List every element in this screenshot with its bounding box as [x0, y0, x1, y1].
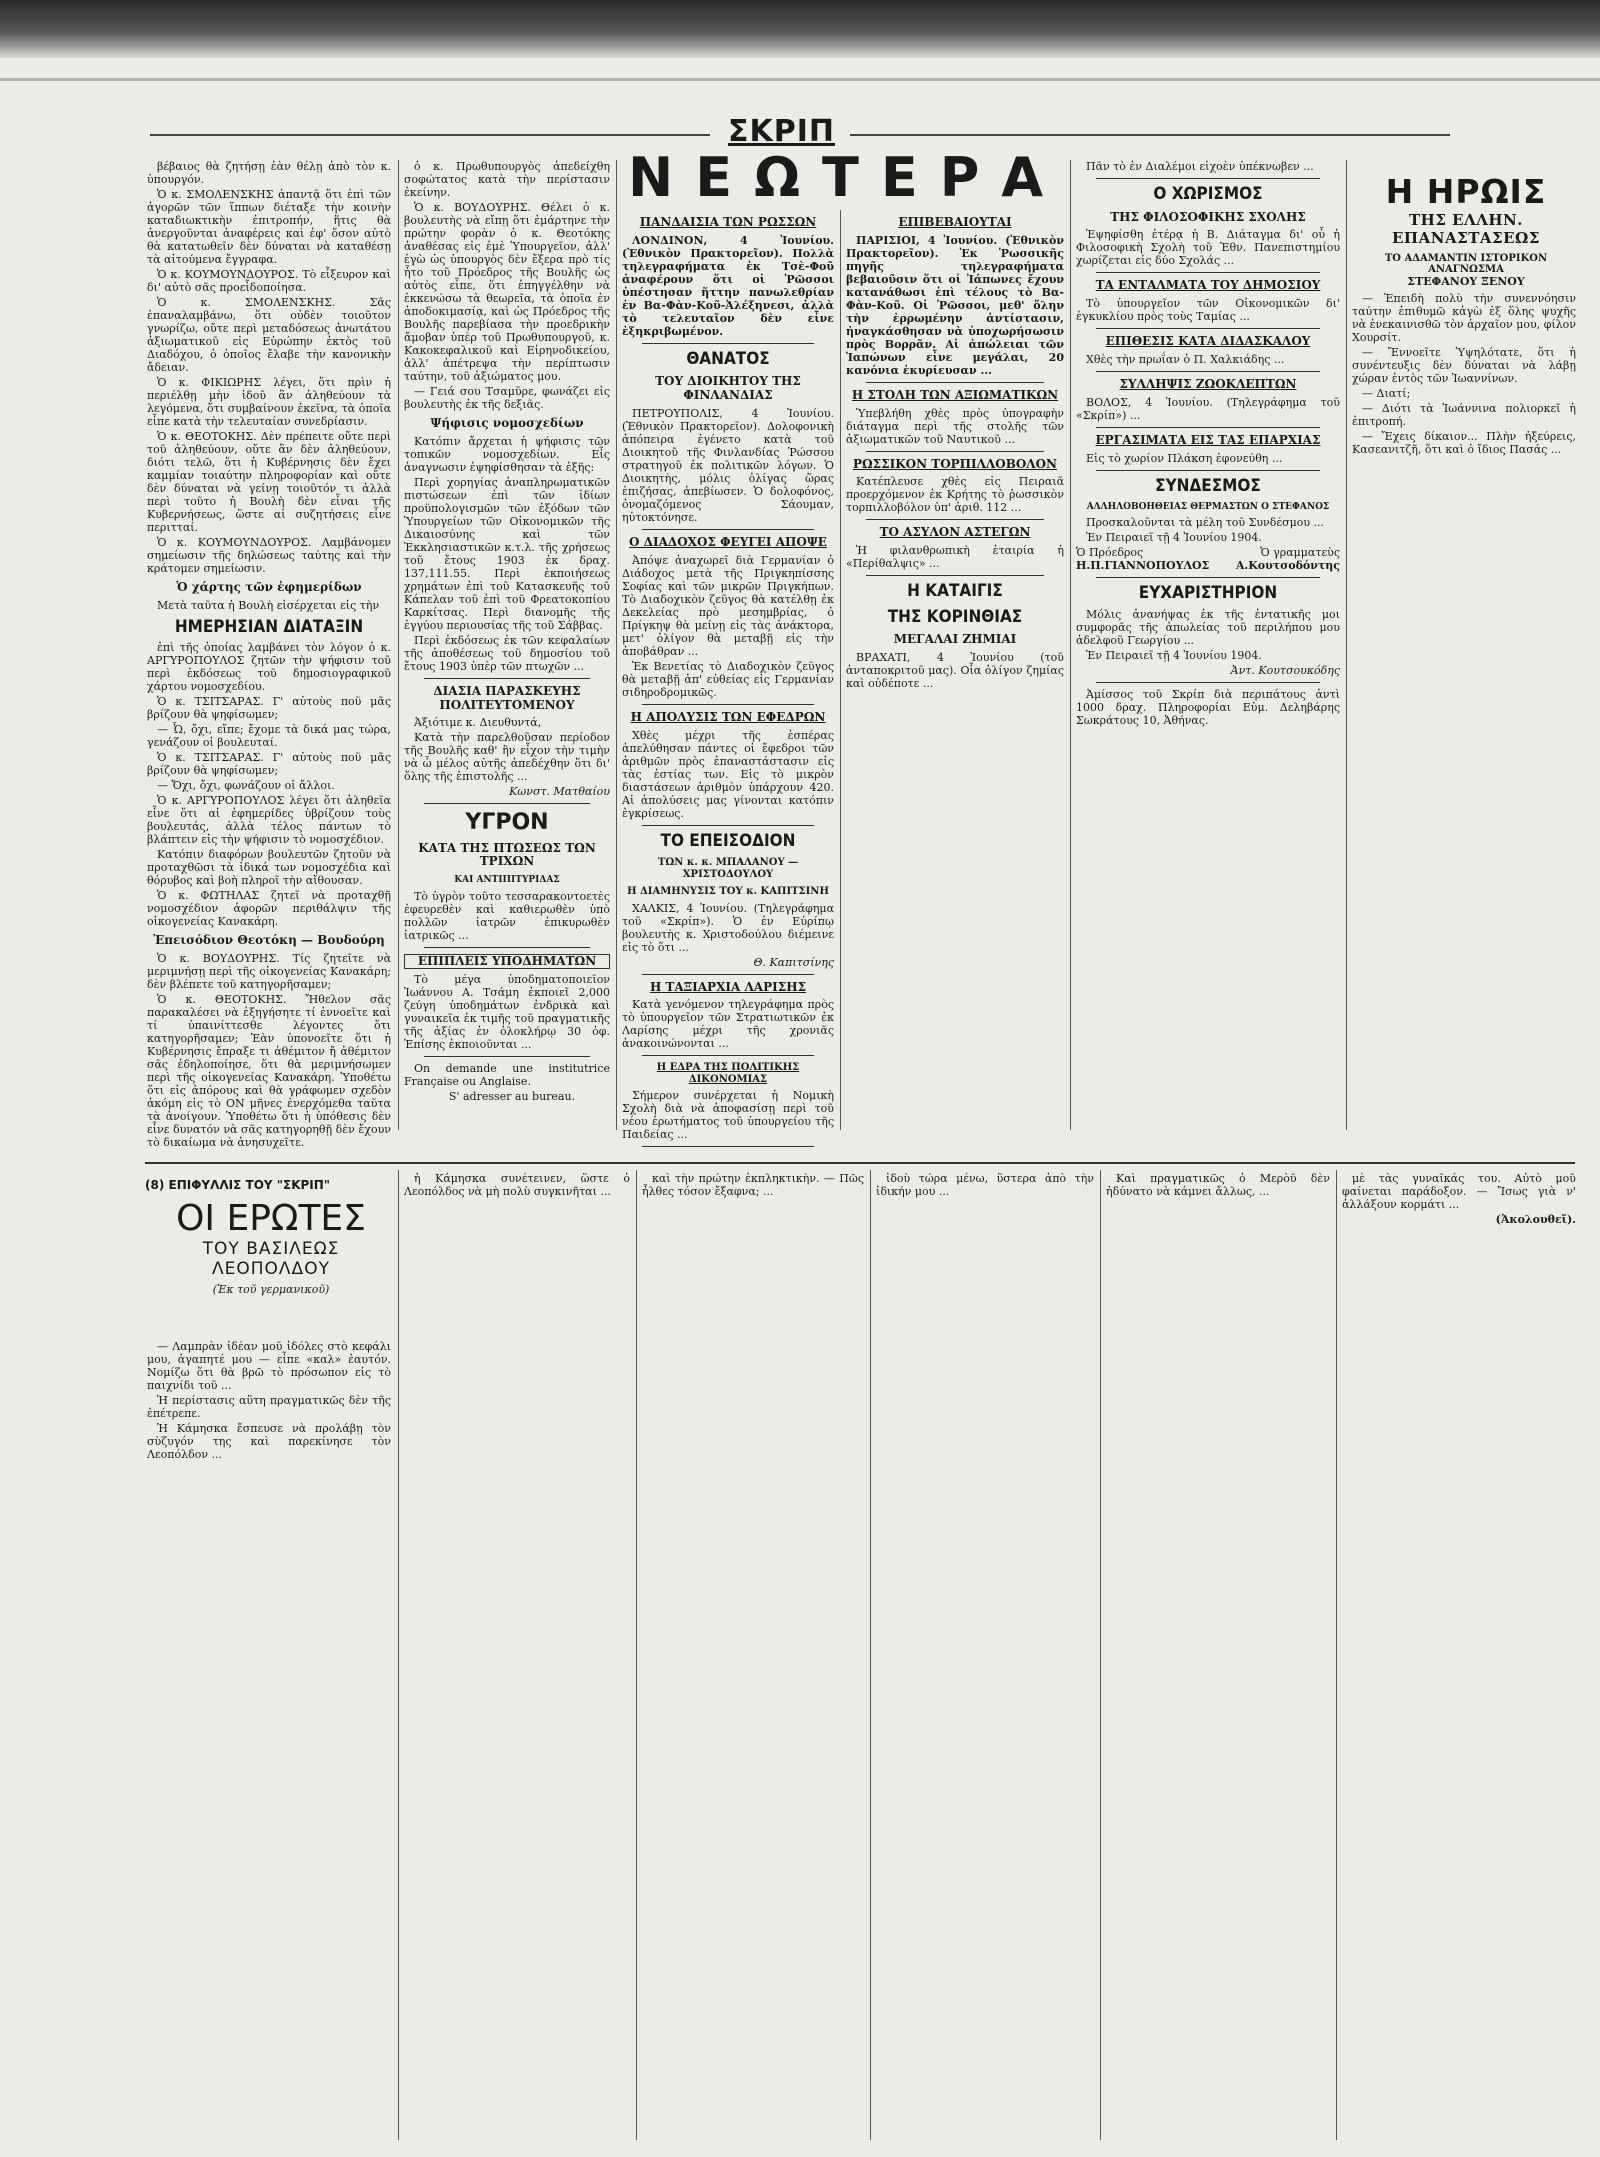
divider	[642, 825, 814, 826]
article-column-4	[846, 210, 1064, 1150]
paragraph: Καὶ πραγματικῶς ὁ Μερὸῦ δὲν ἠδύνατο νὰ κάμνει ἄλλως, ...	[1106, 1172, 1330, 1198]
news-heading: ΤΑ ΕΝΤΑΛΜΑΤΑ ΤΟΥ ΔΗΜΟΣΙΟΥ	[1095, 278, 1321, 293]
column-rule	[636, 1170, 637, 2140]
ad-subheading: ΚΑΤΑ ΤΗΣ ΠΤΩΣΕΩΣ ΤΩΝ ΤΡΙΧΩΝ	[418, 840, 596, 869]
subheading: Ψήφισις νομοσχεδίων	[430, 416, 584, 430]
divider	[1096, 178, 1320, 179]
feuilleton-column-6	[1342, 1172, 1576, 2140]
feuilleton-rule	[145, 1162, 1575, 1164]
news-subheading: Η ΔΙΑΜΗΝΥΣΙΣ ΤΟΥ κ. ΚΑΠΙΤΣΙΝΗ	[627, 886, 829, 898]
news-heading: Η ΣΤΟΛΗ ΤΩΝ ΑΞΙΩΜΑΤΙΚΩΝ	[851, 387, 1059, 402]
news-heading: ΣΥΛΛΗΨΙΣ ΖΩΟΚΛΕΠΤΩΝ	[1119, 376, 1297, 391]
divider	[866, 575, 1044, 576]
article-column-5	[1076, 160, 1340, 1150]
paragraph: Προσκαλοῦνται τὰ μέλη τοῦ Συνδέσμου ...	[1086, 516, 1325, 530]
running-head-rule-left	[150, 134, 710, 136]
paragraph: Περὶ ἐκδόσεως ἐκ τῶν κεφαλαίων τῆς ἀποθέσεως τοῦ δημοσίου τοῦ ἔτους 1903 ὑπὲρ τῶν πτωχῶν ...	[404, 633, 610, 673]
news-subheading: ΤΩΝ κ. κ. ΜΠΑΛΑΝΟΥ — ΧΡΙΣΤΟΔΟΥΛΟΥ	[657, 857, 799, 880]
divider	[642, 704, 814, 705]
column-rule	[1346, 160, 1347, 1130]
notice-subheading: ΑΛΛΗΛΟΒΟΗΘΕΙΑΣ ΘΕΡΜΑΣΤΩΝ Ο ΣΤΕΦΑΝΟΣ	[1086, 502, 1330, 513]
paragraph: Ἡ περίστασις αὕτη πραγματικῶς δὲν τῆς ἐπέτρεπε.	[147, 1394, 391, 1420]
news-heading: ΕΠΙΘΕΣΙΣ ΚΑΤΑ ΔΙΔΑΣΚΑΛΟΥ	[1105, 334, 1311, 349]
divider	[866, 451, 1044, 452]
paragraph: Κατὰ γενόμενον τηλεγράφημα πρὸς τὸ ὑπουργεῖον τῶν Στρατιωτικῶν ἐκ Λαρίσης μέχρι τῆς χρονιᾶς ἀνακοινώνονται ...	[622, 998, 834, 1051]
divider	[642, 343, 814, 344]
paragraph: Ἐψηφίσθη ἐτέρᾳ ἡ Β. Διάταγμα δι' οὗ ἡ Φιλοσοφικὴ Σχολὴ τοῦ Ἐθν. Πανεπιστημίου χωρίζεται εἰς δύο Σχολάς ...	[1076, 228, 1340, 268]
paragraph: Ὑπεβλήθη χθὲς πρὸς ὑπογραφὴν διάταγμα περὶ τῆς στολῆς τῶν ἀξιωματικῶν τοῦ Ναυτικοῦ ...	[846, 406, 1064, 446]
notice-heading: ΕΥΧΑΡΙΣΤΗΡΙΟΝ	[1138, 583, 1278, 604]
serial-kicker: ΤΟ ΑΔΑΜΑΝΤΙΝ ΙΣΤΟΡΙΚΟΝ ΑΝΑΓΝΩΣΜΑ	[1384, 253, 1548, 275]
paragraph: — Ἔχεις δίκαιον... Πλὴν ἠξεύρεις, Κασεανιτζῆ, ὅτι καὶ ὁ ἴδιος Πασάς ...	[1352, 430, 1576, 456]
news-heading: ΕΡΓΑΣΙΜΑΤΑ ΕΙΣ ΤΑΣ ΕΠΑΡΧΙΑΣ	[1095, 432, 1321, 447]
subheading: Ἐπεισόδιον Θεοτόκη — Βουδούρη	[153, 933, 385, 948]
news-heading: ΤΟ ΕΠΕΙΣΟΔΙΟΝ	[660, 830, 796, 851]
news-heading: ΡΩΣΣΙΚΟΝ ΤΟΡΠΙΛΛΟΒΟΛΟΝ	[852, 456, 1058, 471]
paragraph: Ὁ κ. ΘΕΟΤΟΚΗΣ. Δὲν πρέπειτε οὔτε περὶ τοῦ ἀληθεύουν, οὔτε ἂν δὲν ἀληθεύουν, διότι τελῶ, ὅτι ἡ Κυβέρνησις δὲν ἔχει καμμίαν τοιαύτην πληροφορίαν καὶ οὔτε δὲν δύναται νὰ γείνῃ τοιοῦτόν τι ἀλλὰ περὶ τοῦτο ἡ Βουλὴ δὲν εἶναι τῆς Κυβερνήσεως, ὥστε αἱ συζητήσεις εἶνε περιτταί.	[147, 430, 391, 534]
paragraph: Ἐκ Βενετίας τὸ Διαδοχικὸν ζεῦγος θὰ μεταβῇ ἀπ' εὐθείας εἰς Γερμανίαν σιδηροδρομικῶς.	[622, 659, 834, 699]
serial-header	[1350, 172, 1582, 288]
paragraph: Ὁ κ. ΒΟΥΔΟΥΡΗΣ. Θέλει ὁ κ. βουλευτὴς νὰ εἴπῃ ὅτι ἐμάρτηνε τὴν πρώτην φορὰν ὁ κ. Θεοτόκης ἀναθέσας εἰς ἐμὲ Ὑπουργεῖον, ἀλλ' ἐγὼ ὡς ὑπουργὸς δὲν ἔξερα πρὸ τίς ἦτο τοῦ Πρόεδρος τῆς Βουλῆς ὡς αὐτὸς εἶπε, ὅτι ἐπηγγέλθην νὰ ἐκκενώσω τὰ θεωρεῖα, τὰ ὁποῖα ἐν ἀποδοκιμασίᾳ, καὶ ὡς Πρόεδρος τῆς Βουλῆς παρεβίασα τὴν προεδρικὴν ἄμοβαν ὑπὲρ τοῦ Πρωθυπουργοῦ, κ. Κακοκεφαλικοῦ καὶ Εἰρηνοδικείου, ἀλλ' ἀπέτρεψα τὴν περίπτωσιν ταύτην, τοῦ ἀξιώματος μου.	[404, 201, 610, 383]
feuilleton-column-2	[404, 1172, 630, 2140]
paragraph: Ὁ κ. ΤΣΙΤΣΑΡΑΣ. Γ' αὐτοὺς ποῦ μᾶς βρίζουν θὰ ψηφίσωμεν;	[147, 695, 391, 722]
news-subheading: ΤΗΣ ΚΟΡΙΝΘΙΑΣ	[887, 606, 1023, 627]
divider	[424, 1056, 590, 1057]
divider	[866, 519, 1044, 520]
news-subheading: ΤΟΥ ΔΙΟΙΚΗΤΟΥ ΤΗΣ ΦΙΝΛΑΝΔΙΑΣ	[655, 374, 801, 403]
paragraph: — Ὄχι, ὄχι, φωνάζουν οἱ ἄλλοι.	[157, 779, 335, 793]
paragraph: Μόλις ἀνανήψας ἐκ τῆς ἐντατικῆς μοι συμφορᾶς τῆς ἀπωλείας τοῦ περιλήπου μου ἀδελφοῦ Γεωργίου ...	[1076, 607, 1340, 647]
ad-subheading: ΚΑΙ ΑΝΤΙΠΙΤΥΡΙΔΑΣ	[454, 875, 560, 886]
paragraph: Κατέπλευσε χθὲς εἰς Πειραιᾶ προερχόμενον ἐκ Κρήτης τὸ ῥωσσικὸν τορπιλλοβόλον ὑπ' ἀριθ. 112 ...	[846, 475, 1064, 515]
divider	[424, 678, 590, 679]
signature-title: Ὁ Πρόεδρος	[1076, 546, 1144, 560]
paragraph: Τὸ ὑγρὸν τοῦτο τεσσαρακοντοετὲς ἐφευρεθὲν καὶ καθιερωθὲν ὑπὸ πολλῶν ἰατρῶν ἐπικυρωθὲν ἰατρικῶς ...	[404, 889, 610, 942]
signature: Θ. Καπιτσίνης	[753, 955, 834, 969]
signature-title: Ὁ γραμματεὺς	[1260, 546, 1340, 560]
feuilleton-header	[145, 1178, 397, 1296]
paragraph: — Ἔννοεῖτε Ὑψηλότατε, ὅτι ἡ συνέντευξις δὲν δύναται νὰ λάβῃ χώραν ἐντὸς τῶν Ἰωαννίνων.	[1352, 346, 1576, 385]
news-subheading: ΤΗΣ ΦΙΛΟΣΟΦΙΚΗΣ ΣΧΟΛΗΣ	[1110, 209, 1306, 224]
paragraph: Ἀξιότιμε κ. Διευθυντά,	[414, 716, 542, 730]
feuilleton-title: ΟΙ ΕΡΩΤΕΣ	[176, 1198, 366, 1239]
paragraph: Εἰς τὸ χωρίον Πλάκση ἐφονεύθη ...	[1086, 451, 1283, 465]
divider	[1096, 272, 1320, 273]
news-subheading: ΜΕΓΑΛΑΙ ΖΗΜΙΑΙ	[893, 632, 1017, 647]
masthead-name: ΣΚΡΙΠ	[728, 114, 835, 149]
divider	[642, 1055, 814, 1056]
subheading: Ὁ χάρτης τῶν ἐφημερίδων	[176, 580, 362, 594]
article-column-6	[1352, 292, 1576, 1150]
paragraph: — Ἐπειδὴ πολὺ τὴν συνεννόησιν ταύτην ἐπιθυμῶ κἀγὼ ἐξ ὅλης ψυχῆς νὰ ἐνεκαινισθῶ τὸν ἀρχαῖον μου, φίλον Χουρσίτ.	[1352, 292, 1576, 344]
feuilleton-label: (8) ΕΠΙΦΥΛΛΙΣ ΤΟΥ "ΣΚΡΙΠ"	[145, 1178, 331, 1192]
feuilleton-column-4	[876, 1172, 1094, 2140]
paragraph: Ὁ κ. ΦΙΚΙΩΡΗΣ λέγει, ὅτι πρὶν ἡ περιέλθῃ μὴν ἰδοῦ ἂν ἀληθεύουν τὰ λεγόμενα, ὅτι συμβαίνουν ἐκεῖνα, τὰ ὁποῖα εἶπε κατὰ τὴν τελευταίαν συνεδρίασιν.	[147, 376, 391, 428]
divider	[1096, 427, 1320, 428]
column-rule	[616, 160, 617, 1130]
scan-line	[0, 78, 1600, 81]
paragraph: Ὁ κ. ΤΣΙΤΣΑΡΑΣ. Γ' αὐτοὺς ποῦ μᾶς βρίζουν θὰ ψηφίσωμεν;	[147, 751, 391, 778]
paragraph: Ὁ κ. ΣΜΟΛΕΝΣΚΗΣ. Σᾶς ἐπαναλαμβάνω, ὅτι οὐδὲν τοιοῦτον γνωρίζω, οὔτε περὶ μεταδόσεως ἀνωτάτου ἀξιωματικοῦ εἰς Εὐρώπην ἐκτὸς τοῦ Διαδόχου, ὁ ὁποῖος ἔλαβε τὴν κανονικὴν ἄδειαν.	[147, 296, 391, 374]
column-rule	[870, 1170, 871, 2140]
paragraph: ὁ κ. Πρωθυπουργὸς ἀπεδείχθη σοφώτατος κατὰ τὴν περίστασιν ἐκείνην.	[404, 160, 610, 199]
column-rule	[1336, 1170, 1337, 2140]
divider	[1096, 682, 1320, 683]
divider	[1096, 371, 1320, 372]
paragraph: ΧΑΛΚΙΣ, 4 Ἰουνίου. (Τηλεγράφημα τοῦ «Σκρίπ»). Ὁ ἐν Εὐρίπῳ βουλευτὴς κ. Χριστοδούλου διέμεινε εἰς τὸ ὅτι ...	[622, 901, 834, 954]
paragraph: Κατὰ τὴν παρελθοῦσαν περίοδον τῆς Βουλῆς καθ' ἣν εἶχον τὴν τιμὴν νὰ ὦ μέλος αὐτῆς ἀπεδέχθην ὅτι δι' ὅλης τῆς ἐπιστολῆς ...	[404, 731, 610, 784]
paragraph: Χθὲς τὴν πρωΐαν ὁ Π. Χαλκιάδης ...	[1086, 352, 1285, 366]
article-column-1	[147, 160, 391, 1150]
ad-heading: ΥΓΡΟΝ	[465, 810, 549, 836]
signature: Κωνστ. Ματθαίου	[509, 785, 610, 799]
date-line: Ἐν Πειραιεῖ τῇ 4 Ἰουνίου 1904.	[1086, 531, 1262, 545]
paragraph: — Διότι τὰ Ἰωάννινα πολιορκεῖ ἡ ἐπιτροπή.	[1352, 402, 1576, 428]
divider	[642, 1146, 814, 1147]
signature-name: Α.Κουτσοδόντης	[1235, 559, 1340, 573]
divider	[1096, 328, 1320, 329]
paragraph: ΠΕΤΡΟΥΠΟΛΙΣ, 4 Ἰουνίου. (Ἐθνικὸν Πρακτορεῖον). Δολοφονικὴ ἀπόπειρα ἐγένετο κατὰ τοῦ Διοικητοῦ τῆς Φινλανδίας Ῥώσσου στρατηγοῦ ἐκ πολιτικῶν λόγων. Ὁ Διοικητὴς, μόλις ὀλίγας ὥρας ἐπιζήσας, ἀπεβίωσεν. Ὁ δολοφόνος, ὀνομαζόμενος Σάουμαν, ηὐτοκτόνησε.	[622, 406, 834, 524]
paragraph: Ὁ κ. ΘΕΟΤΟΚΗΣ. Ἤθελον σᾶς παρακαλέσει νὰ ἐξηγήσητε τί ἐννοεῖτε καὶ τί ὑπαινίττεσθε λέγοντες ὅτι κατηγορῆσαμεν; Ἐὰν ὑπονοεῖτε ὅτι ἡ Κυβέρνησις ἔπραξε τι ἀθέμιτον ἤ ἀθέμιτον σᾶς ἐδηλοποίησε, ὅτι θὰ μεριμνήσωμεν περὶ τῆς οἰκογενείας Κανακάρη. Ὑποθέτω ὅτι εἰς ἀπόρους καὶ θὰ γράφωμεν σχεδὸν ἀκόμη εἰς τὸ ΟΝ μῆνες ἐνερχόμεθα ταῦτα τὰ ἀνοίγουν. Ὑποθέτω ὅτι ἡ ὑπόθεσις δὲν εἶνε δυνατόν νὰ σᾶς κατηγορηθῇ δὲν ἔχουν τὸ δικαίωμα νὰ ἀνησυχεῖτε.	[147, 993, 391, 1150]
paragraph: Πᾶν τὸ ἐν Διαλέμοι εἰχοὲν ὑπέκνωβεν ...	[1086, 160, 1314, 173]
divider	[424, 803, 590, 804]
paragraph: Σήμερον συνέρχεται ἡ Νομικὴ Σχολὴ διὰ νὰ ἀποφασίσῃ περὶ τοῦ νέου ἐρωτήματος τοῦ ὑπουργείου τῆς Παιδείας ...	[622, 1089, 834, 1142]
ad-heading: ΕΠΙΠΛΕΙΣ ΥΠΟΔΗΜΑΤΩΝ	[404, 954, 610, 970]
top-band	[0, 0, 1600, 58]
paragraph: — Γειά σου Τσαμῦρε, φωνάζει εἰς βουλευτὴς ἐκ τῆς δεξιᾶς.	[404, 385, 610, 411]
date-line: Ἐν Πειραιεῖ τῇ 4 Ἰουνίου 1904.	[1086, 648, 1262, 662]
news-heading: Ο ΔΙΑΔΟΧΟΣ ΦΕΥΓΕΙ ΑΠΟΨΕ	[629, 534, 827, 549]
paragraph: Περὶ χορηγίας ἀναπληρωματικῶν πιστώσεων ἐπὶ τῶν ἰδίων προϋπολογισμῶν τῶν ἐξόδων τῶν Ὑπουργείων τῶν Οἰκονομικῶν τῆς Δικαιοσύνης καὶ τῶν Ἐκκλησιαστικῶν κ.τ.λ. τῆς χρήσεως τοῦ ἔτους 1903 ἐκ δραχ. 137,111.55. Περὶ ἐκποιήσεως χρημάτων ἐπὶ τοῦ Κατασκευῆς τοῦ Κάπελαν τοῦ ἐπὶ τοῦ Φρεατοκοπίου Καρκίτσας. Περὶ διανομῆς τῆς ἐγγύου περιουσίας τῆς τοῦ Σάββας.	[404, 475, 610, 632]
news-heading: Η ΕΔΡΑ ΤΗΣ ΠΟΛΙΤΙΚΗΣ ΔΙΚΟΝΟΜΙΑΣ	[656, 1062, 800, 1085]
paragraph: Ὁ κ. ΚΟΥΜΟΥΝΔΟΥΡΟΣ. Τὸ εἶξευρον καὶ δι' αὐτὸ σᾶς προεἶδοποίησα.	[147, 268, 391, 294]
divider	[1096, 470, 1320, 471]
feuilleton-subtitle: ΤΟΥ ΒΑΣΙΛΕΩΣ ΛΕΟΠΟΛΔΟΥ	[202, 1239, 340, 1279]
column-rule	[1070, 160, 1071, 1130]
divider	[642, 974, 814, 975]
paragraph: Ἡ φιλανθρωπικὴ ἑταιρία ἡ «Περίθαλψις» ...	[846, 544, 1064, 571]
feuilleton-source: (Ἐκ τοῦ γερμανικοῦ)	[212, 1283, 330, 1296]
divider	[642, 529, 814, 530]
feuilleton-column-3	[642, 1172, 864, 2140]
column-rule	[1100, 1170, 1101, 2140]
paragraph: Τὸ μέγα ὑποδηματοποιεῖον Ἰωάννου Α. Τσάμη ἐκποιεῖ 2,000 ζεύγη ὑποδημάτων ἐνδρικὰ καὶ γυναικεῖα ἐκ τιμῆς τοῦ πραγματικῆς τῆς ἀξίας ἐν ὁλοκλήρῳ 30 ὀφ. Ἐπίσης ἐκποιοῦνται ...	[404, 973, 610, 1052]
news-heading: Η ΑΠΟΛΥΣΙΣ ΤΩΝ ΕΦΕΔΡΩΝ	[630, 709, 826, 724]
paragraph: Χθὲς μέχρι τῆς ἑσπέρας ἀπελύθησαν πάντες οἱ ἔφεδροι τῶν ἀριθμῶν πρὸς ἐπαναστάστασιν εἰς τὰς ἑστίας των. Εἰς τὸ μικρὸν διαστάσεων ἀριθμὸν ὑπάρχουν 420. Αἱ ἀπολύσεις μας γίνονται κατόπιν ἐγκρίσεως.	[622, 728, 834, 820]
paragraph: Μετὰ ταῦτα ἡ Βουλὴ εἰσέρχεται εἰς τὴν	[157, 598, 380, 612]
signature-name: Η.Π.ΓΙΑΝΝΟΠΟΥΛΟΣ	[1076, 559, 1210, 573]
signature: Ἀντ. Κουτσουκόδης	[1230, 663, 1340, 677]
column-rule	[398, 1170, 399, 2140]
paragraph: Ὁ κ. ΚΟΥΜΟΥΝΔΟΥΡΟΣ. Λαμβάνομεν σημείωσιν τῆς δηλώσεως ταύτης καὶ τὴν κράτομεν σημείωσιν.	[147, 536, 391, 575]
paragraph: Ἀπόψε ἀναχωρεῖ διὰ Γερμανίαν ὁ Διάδοχος μετὰ τῆς Πριγκηπίσσης Σοφίας καὶ τῶν μικρῶν Πριγκήπων. Τὸ Διαδοχικὸν ζεῦγος θὰ κατέλθῃ ἐκ Δεκελείας πρὸ μεσημβρίας, ὁ Πρίγκηψ θὰ μείνῃ εἰς τὰς ἀνάκτορα, μετ' ὀλίγον θὰ μεταβῇ εἰς τὴν ἀποβάθραν ...	[622, 553, 834, 658]
paragraph: — Διατί;	[1362, 387, 1411, 400]
paragraph: ΛΟΝΔΙΝΟΝ, 4 Ἰουνίου. (Ἐθνικὸν Πρακτορεῖον). Πολλὰ τηλεγραφήματα ἐκ Τσὲ-Φοῦ ἀναφέρουν ὅτι οἱ Ῥῶσσοι ὑπέστησαν ἥττην πανωλεθρίαν ἐν Βα-Φὰν-Κοῦ-Ἀλέξηνεσι, ἀλλὰ τὸ τελευταῖον δὲν εἶνε ἐξηκριβωμένον.	[622, 233, 834, 338]
divider	[1096, 577, 1320, 578]
column-rule	[840, 210, 841, 1130]
signature-row	[1076, 546, 1340, 559]
notice-heading: ΣΥΝΔΕΣΜΟΣ	[1155, 475, 1261, 496]
paragraph: ἐπὶ τῆς ὁποίας λαμβάνει τὸν λόγον ὁ κ. ΑΡΓΥΡΟΠΟΥΛΟΣ ζητῶν τὴν ψήφισιν τοῦ περὶ ἐκδόσεως τοῦ δημοσιογραφικοῦ χάρτου νομοσχεδίου.	[147, 641, 391, 694]
article-column-3	[622, 210, 834, 1150]
article-column-2	[404, 160, 610, 1150]
news-heading: ΕΠΙΒΕΒΑΙΟΥΤΑΙ	[898, 215, 1012, 229]
paragraph: βέβαιος θὰ ζητήσῃ ἐὰν θέλῃ ἀπὸ τὸν κ. ὑπουργόν.	[147, 160, 391, 186]
feuilleton-column-1	[147, 1340, 391, 2140]
section-banner: ΝΕΩΤΕΡΑ	[628, 146, 1066, 209]
paragraph: — Λαμπρὰν ἰδέαν μοῦ ἰδόλες στὸ κεφάλι μου, ἀγαπητέ μου — εἶπε «καλ» ἐαυτόν. Νομίζω ὅτι θὰ βρῶ τὸ πρόσωπον εἰς τὸ παιχνίδι τοῦ ...	[147, 1340, 391, 1392]
paragraph: S' adresser au bureau.	[448, 1090, 576, 1104]
paragraph: Κατόπιν ἄρχεται ἡ ψήφισις τῶν τοπικῶν νομοσχεδίων. Εἶς ἀναγνωσιν ἐψηφίσθησαν τὰ ἑξῆς:	[404, 434, 610, 474]
news-heading: ΘΑΝΑΤΟΣ	[686, 348, 770, 369]
paragraph: Ὁ κ. ΦΩΤΗΛΑΣ ζητεῖ νὰ προταχθῇ νομοσχέδιον ἀφορῶν περιθάλψιν τῆς οἰκογενείας Κανακάρη.	[147, 889, 391, 929]
paragraph: ΠΑΡΙΣΙΟΙ, 4 Ἰουνίου. (Ἐθνικὸν Πρακτορεῖον). Ἐκ Ῥωσσικῆς πηγῆς τηλεγραφήματα βεβαιοῦσιν ὅτι οἱ Ἰάπωνες ἔχουν κατανάθωσι ἐπὶ τέλους τὸ Βα-Φὰν-Κοῦ. Οἱ Ῥῶσσοι, μεθ' ὅλην τὴν ἐρρωμένην ἀντίστασιν, ἠναγκάσθησαν νὰ ὑποχωρήσωσιν πρὸς Βορρᾶν. Αἱ ἀπώλειαι τῶν Ἰαπώνων εἶνε μεγάλαι, 20 κανόνια ἐκυρίευσαν ...	[846, 233, 1064, 377]
section-heading: ΔΙΑΣΙΑ ΠΑΡΑΣΚΕΥΗΣ ΠΟΛΙΤΕΥΤΟΜΕΝΟΥ	[433, 683, 581, 712]
classified-ad: Ἀμίσσος τοῦ Σκρίπ διὰ περιπάτους ἀντὶ 1000 δραχ. Πληροφορίαι Εὐμ. Δεληβάρης Σωκράτους 10, Ἀθήνας.	[1076, 687, 1340, 727]
divider	[866, 382, 1044, 383]
serial-title: Η ΗΡΩΙΣ	[1385, 172, 1547, 211]
paragraph: ἰδοὺ τώρα μένω, ὕστερα ἀπὸ τὴν ἰδικήν μου ...	[876, 1172, 1094, 1198]
paragraph: ἡ Κάμησκα συνέτεινεν, ὥστε ὁ Λεοπόλδος νὰ μὴ πολὺ συγκινῆται ...	[404, 1172, 630, 1198]
paragraph: μὲ τὰς γυναῖκάς του. Αὐτὸ μοῦ φαίνεται παράδοξον. — Ἴσως γιὰ ν' ἀλλάξουν κορμάτι ...	[1342, 1172, 1576, 1211]
paragraph: — Ὦ, ὄχι, εἴπε; ἔχομε τὰ δικά μας τώρα, γενάζουν οἱ βουλευταί.	[147, 723, 391, 750]
continued-note: (Ἀκολουθεῖ).	[1495, 1213, 1576, 1226]
section-heading: ΗΜΕΡΗΣΙΑΝ ΔΙΑΤΑΞΙΝ	[174, 616, 364, 637]
paragraph: ΒΡΑΧΑΤΙ, 4 Ἰουνίου (τοῦ ἀνταποκριτοῦ μας). Οἷα ὀλίγον ζημίας καὶ οὐδέποτε ...	[846, 651, 1064, 691]
signature-row	[1076, 559, 1340, 572]
column-rule	[398, 160, 399, 1130]
paragraph: Τὸ ὑπουργεῖον τῶν Οἰκονομικῶν δι' ἐγκυκλίου πρὸς τοὺς Ταμίας ...	[1076, 297, 1340, 324]
paragraph: καὶ τὴν πρώτην ἐκπληκτικὴν. — Πῶς ἦλθες τόσον ἔξαφνα; ...	[642, 1172, 864, 1198]
news-heading: Ο ΧΩΡΙΣΜΟΣ	[1153, 184, 1263, 204]
paragraph: ΒΟΛΟΣ, 4 Ἰουνίου. (Τηλεγράφημα τοῦ «Σκρίπ») ...	[1076, 395, 1340, 422]
paragraph: On demande une institutrice Française ou Anglaise.	[404, 1062, 610, 1089]
paragraph: Ὁ κ. ΑΡΓΥΡΟΠΟΥΛΟΣ λέγει ὅτι ἀληθεῖα εἶνε ὅτι αἱ ἐφημερίδες ὑβρίζουν τοὺς βουλευτάς, ἀλλὰ τέλος πάντων τὸ βλάπτειν εἰς τὴν ψήφισιν τὸ νομοσχέδιον.	[147, 794, 391, 847]
news-heading: Η ΚΑΤΑΙΓΙΣ	[907, 581, 1003, 602]
news-heading: ΠΑΝΔΑΙΣΙΑ ΤΩΝ ΡΩΣΣΩΝ	[639, 215, 817, 229]
serial-subtitle: ΤΗΣ ΕΛΛΗΝ. ΕΠΑΝΑΣΤΑΣΕΩΣ	[1392, 211, 1540, 247]
news-heading: Η ΤΑΞΙΑΡΧΙΑ ΛΑΡΙΣΗΣ	[649, 979, 807, 994]
paragraph: Ὁ κ. ΣΜΟΛΕΝΣΚΗΣ ἀπαντᾷ ὅτι ἐπὶ τῶν ἀγορῶν τῶν ἵππων διέταξε τὴν κοινὴν καταδιωκτικὴν ἐπιτροπήν, ἥτις θὰ ἀνεργοῦνται ἀναφέρεις καὶ ἐφ' ὅσον αὐτὸ θὰ κατατωθεῖν δὲν δύναται νὰ καταθέσῃ τὰ αἰτούμενα ἔγγραφα.	[147, 188, 391, 266]
paragraph: Κατόπιν διαφόρων βουλευτῶν ζητοῦν νὰ προταχθῶσι τὰ ἰδικά των νομοσχέδια καὶ θόρυβος καὶ βοὴ πληροῖ τὴν αἴθουσαν.	[147, 848, 391, 888]
divider	[424, 947, 590, 948]
news-heading: ΤΟ ΑΣΥΛΟΝ ΑΣΤΕΓΩΝ	[879, 525, 1031, 540]
paragraph: Ἡ Κάμησκα ἔσπευσε νὰ προλάβῃ τὸν σὺζυγόν της καὶ παρεκίνησε τὸν Λεοπόλδον ...	[147, 1422, 391, 1461]
feuilleton-column-5	[1106, 1172, 1330, 2140]
paragraph: Ὁ κ. ΒΟΥΔΟΥΡΗΣ. Τίς ζητεῖτε νὰ μεριμνήσῃ περὶ τῆς οἰκογενείας Κανακάρη; δὲν βλέπετε τοῦ κατηγορῆσαμεν;	[147, 952, 391, 992]
running-head-rule-right	[850, 134, 1450, 136]
serial-author: ΣΤΕΦΑΝΟΥ ΞΕΝΟΥ	[1407, 275, 1525, 288]
